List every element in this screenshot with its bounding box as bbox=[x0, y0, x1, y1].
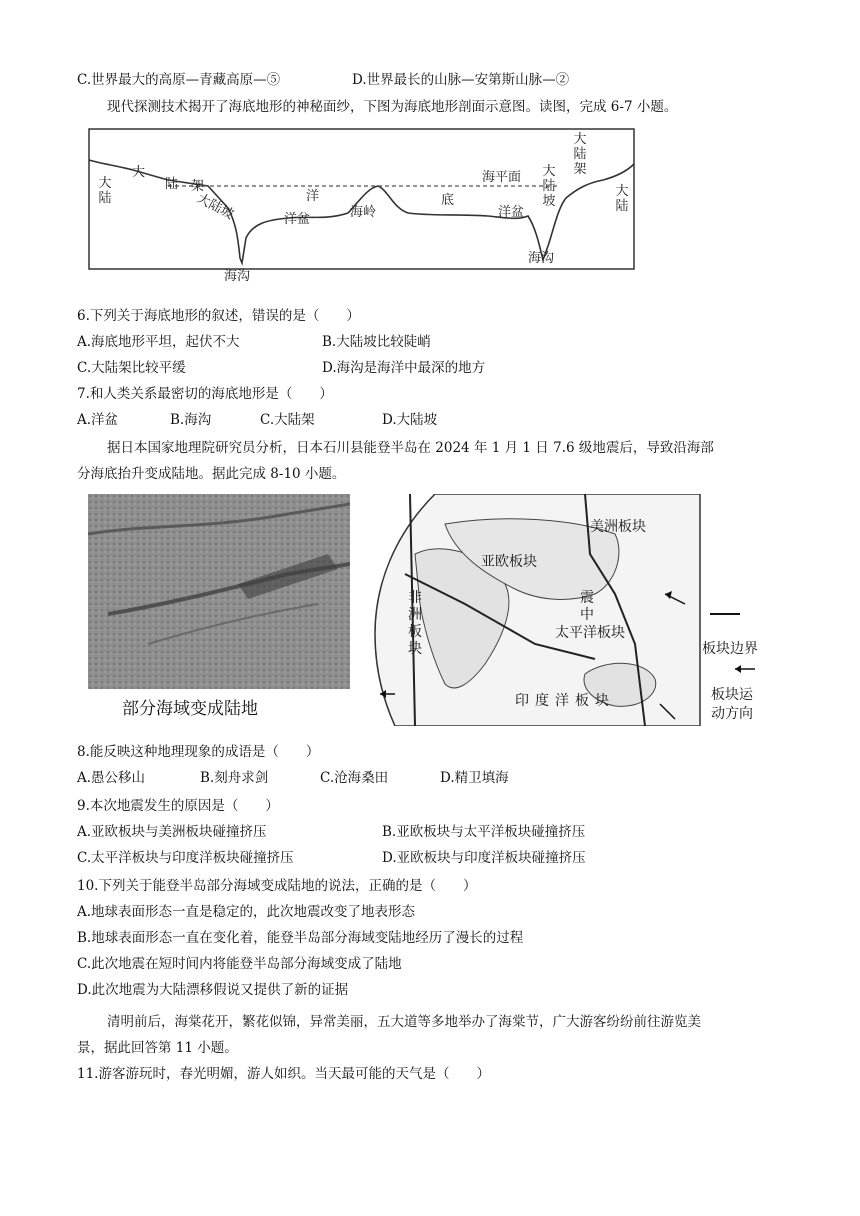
label-continent-left: 大陆 bbox=[98, 176, 112, 206]
label-america-plate: 美洲板块 bbox=[590, 519, 646, 535]
q8-option-c: C.沧海桑田 bbox=[320, 770, 389, 786]
label-shelf-char-3: 架 bbox=[191, 179, 205, 194]
q8-option-a: A.愚公移山 bbox=[77, 770, 146, 786]
q6-option-d: D.海沟是海洋中最深的地方 bbox=[322, 360, 486, 376]
legend-motion-label-1: 板块运 bbox=[711, 687, 753, 703]
q7-option-a: A.洋盆 bbox=[77, 412, 119, 428]
photo-caption: 部分海域变成陆地 bbox=[122, 699, 258, 719]
q7-option-d: D.大陆坡 bbox=[382, 412, 438, 428]
label-epicenter: 震中 bbox=[580, 590, 594, 623]
q6-option-b: B.大陆坡比较陡峭 bbox=[322, 334, 431, 350]
label-continent-right: 大陆 bbox=[615, 184, 629, 214]
q8-option-b: B.刻舟求剑 bbox=[200, 770, 269, 786]
q9-option-d: D.亚欧板块与印度洋板块碰撞挤压 bbox=[382, 850, 586, 866]
q5-option-c: C.世界最大的高原—青藏高原—⑤ bbox=[77, 72, 281, 88]
intro-11-line2: 景，据此回答第 11 小题。 bbox=[77, 1040, 238, 1056]
q7-option-b: B.海沟 bbox=[170, 412, 212, 428]
q10-option-d: D.此次地震为大陆漂移假说又提供了新的证据 bbox=[77, 982, 349, 998]
label-basin-right: 洋盆 bbox=[498, 205, 525, 220]
label-ridge: 海岭 bbox=[350, 205, 377, 220]
label-shelf-char-2: 陆 bbox=[165, 177, 179, 192]
label-slope-left: 大陆坡 bbox=[194, 191, 236, 223]
q6-option-c: C.大陆架比较平缓 bbox=[77, 360, 186, 376]
q8-stem: 8.能反映这种地理现象的成语是（ ） bbox=[77, 744, 320, 760]
label-shelf-char-1: 大 bbox=[132, 165, 146, 180]
q7-stem: 7.和人类关系最密切的海底地形是（ ） bbox=[77, 386, 333, 402]
q8-option-d: D.精卫填海 bbox=[440, 770, 509, 786]
legend-motion-label-2: 动方向 bbox=[711, 706, 753, 722]
q9-option-b: B.亚欧板块与太平洋板块碰撞挤压 bbox=[382, 824, 586, 840]
plate-map-figure bbox=[355, 494, 773, 726]
intro-6-7: 现代探测技术揭开了海底地形的神秘面纱，下图为海底地形剖面示意图。读图，完成 6-7 小题。 bbox=[107, 99, 678, 115]
label-floor-char: 底 bbox=[441, 193, 455, 208]
q5-option-d: D.世界最长的山脉—安第斯山脉—② bbox=[352, 72, 570, 88]
label-africa-plate: 非洲板块 bbox=[408, 590, 422, 657]
uplift-photo-figure bbox=[88, 494, 350, 726]
q10-stem: 10.下列关于能登半岛部分海域变成陆地的说法，正确的是（ ） bbox=[77, 878, 477, 894]
q11-stem: 11.游客游玩时，春光明媚，游人如织。当天最可能的天气是（ ） bbox=[77, 1066, 490, 1082]
q7-option-c: C.大陆架 bbox=[260, 412, 315, 428]
label-basin-left: 洋盆 bbox=[284, 212, 311, 227]
label-pacific-plate: 太平洋板块 bbox=[555, 625, 625, 641]
q9-option-c: C.太平洋板块与印度洋板块碰撞挤压 bbox=[77, 850, 294, 866]
seafloor-profile-figure bbox=[88, 128, 648, 288]
label-ocean-char: 洋 bbox=[306, 189, 320, 204]
label-sea-level: 海平面 bbox=[482, 170, 522, 185]
q10-option-a: A.地球表面形态一直是稳定的，此次地震改变了地表形态 bbox=[77, 904, 416, 920]
uplift-photo bbox=[88, 494, 350, 726]
intro-8-10-line2: 分海底抬升变成陆地。据此完成 8-10 小题。 bbox=[77, 466, 346, 482]
label-eurasia-plate: 亚欧板块 bbox=[481, 554, 537, 570]
q10-option-b: B.地球表面形态一直在变化着，能登半岛部分海域变陆地经历了漫长的过程 bbox=[77, 930, 524, 946]
q6-stem: 6.下列关于海底地形的叙述，错误的是（ ） bbox=[77, 308, 360, 324]
q9-stem: 9.本次地震发生的原因是（ ） bbox=[77, 798, 279, 814]
intro-11-line1: 清明前后，海棠花开，繁花似锦，异常美丽，五大道等多地举办了海棠节，广大游客纷纷前往游览美 bbox=[107, 1014, 701, 1030]
label-slope-right: 大陆坡 bbox=[542, 164, 556, 209]
label-trench-left: 海沟 bbox=[224, 269, 251, 284]
legend-boundary-label: 板块边界 bbox=[702, 641, 758, 657]
q10-option-c: C.此次地震在短时间内将能登半岛部分海域变成了陆地 bbox=[77, 956, 402, 972]
q9-option-a: A.亚欧板块与美洲板块碰撞挤压 bbox=[77, 824, 267, 840]
label-trench-right: 海沟 bbox=[528, 251, 555, 266]
intro-8-10-line1: 据日本国家地理院研究员分析，日本石川县能登半岛在 2024 年 1 月 1 日 7.6 级地震后，导致沿海部 bbox=[107, 440, 714, 456]
label-indian-plate: 印度洋板块 bbox=[515, 693, 615, 709]
label-shelf-right: 大陆架 bbox=[573, 132, 587, 177]
q6-option-a: A.海底地形平坦，起伏不大 bbox=[77, 334, 240, 350]
